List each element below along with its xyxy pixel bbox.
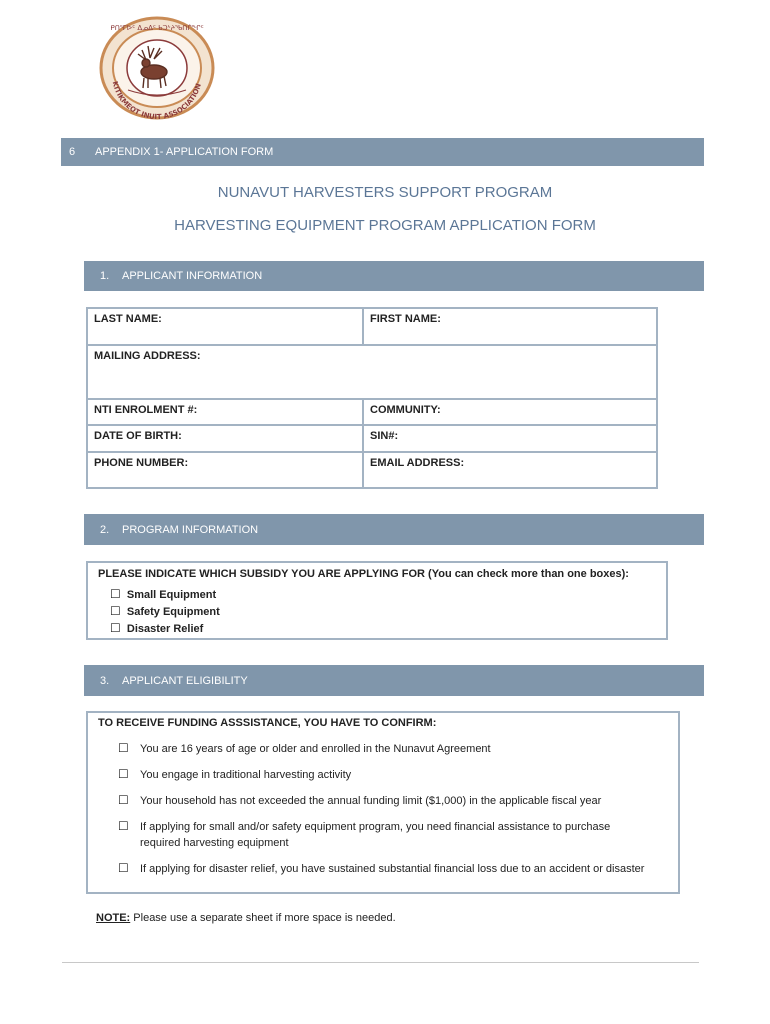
program-title: NUNAVUT HARVESTERS SUPPORT PROGRAM xyxy=(217,184,553,201)
section-1-number: 1. xyxy=(100,270,110,282)
footer-rule xyxy=(62,962,699,963)
checkbox-icon[interactable]: ☐ xyxy=(110,604,121,618)
eligibility-item-disaster: If applying for disaster relief, you have sustained substantial financial loss due to an accident or disaster xyxy=(140,863,645,875)
note-text xyxy=(96,912,396,924)
subsidy-prompt: PLEASE INDICATE WHICH SUBSIDY YOU ARE APPLYING FOR (You can check more than one boxes): xyxy=(98,568,629,580)
option-label: Safety Equipment xyxy=(126,606,220,618)
option-disaster-relief[interactable] xyxy=(110,621,203,635)
checkbox-icon[interactable]: ☐ xyxy=(118,819,129,833)
community-field[interactable] xyxy=(364,400,656,424)
last-name-field[interactable] xyxy=(88,309,362,344)
checkbox-icon[interactable]: ☐ xyxy=(110,587,121,601)
checkbox-icon[interactable]: ☐ xyxy=(118,767,129,781)
appendix-header-bar xyxy=(61,138,704,166)
checkbox-icon[interactable]: ☐ xyxy=(110,621,121,635)
eligibility-prompt: TO RECEIVE FUNDING ASSSISTANCE, YOU HAVE TO CONFIRM: xyxy=(98,717,437,729)
section-2-title: PROGRAM INFORMATION xyxy=(122,523,259,536)
sin-field[interactable] xyxy=(364,426,656,451)
appendix-number: 6 xyxy=(69,146,76,158)
checkbox-icon[interactable]: ☐ xyxy=(118,793,129,807)
nti-enrolment-label: NTI ENROLMENT #: xyxy=(94,404,198,416)
note-label: NOTE: xyxy=(96,912,131,924)
section-2-header xyxy=(84,514,704,545)
caribou-seal-icon xyxy=(98,16,216,124)
phone-number-label: PHONE NUMBER: xyxy=(94,457,189,469)
checkbox-icon[interactable]: ☐ xyxy=(118,741,129,755)
section-3-number: 3. xyxy=(100,674,110,687)
section-3-title: APPLICANT ELIGIBILITY xyxy=(122,674,248,687)
date-of-birth-field[interactable] xyxy=(88,426,362,451)
email-address-label: EMAIL ADDRESS: xyxy=(370,457,465,469)
mailing-address-field[interactable] xyxy=(88,346,656,398)
option-small-equipment[interactable] xyxy=(110,587,216,601)
date-of-birth-label: DATE OF BIRTH: xyxy=(94,430,182,442)
note-body: Please use a separate sheet if more space is needed. xyxy=(130,912,396,924)
eligibility-item-equipment-need: If applying for small and/or safety equipment program, you need financial assistance to purchase required harvesting equipment xyxy=(140,821,611,849)
phone-number-field[interactable] xyxy=(88,453,362,487)
option-label: Small Equipment xyxy=(126,589,217,601)
first-name-label: FIRST NAME: xyxy=(370,313,441,325)
option-safety-equipment[interactable] xyxy=(110,604,220,618)
section-3-header xyxy=(84,665,704,696)
section-1-header xyxy=(84,261,704,291)
logo-ring-text: KITIKMEOT INUIT ASSOCIATION xyxy=(110,80,203,122)
mailing-address-label: MAILING ADDRESS: xyxy=(94,350,201,362)
appendix-title: APPENDIX 1- APPLICATION FORM xyxy=(95,146,274,158)
eligibility-item-harvesting: You engage in traditional harvesting activity xyxy=(140,769,352,781)
kia-logo xyxy=(98,16,216,124)
program-info-box xyxy=(86,561,668,640)
community-label: COMMUNITY: xyxy=(370,404,441,416)
last-name-label: LAST NAME: xyxy=(94,313,162,325)
form-title: HARVESTING EQUIPMENT PROGRAM APPLICATION FORM xyxy=(174,217,596,234)
section-1-title: APPLICANT INFORMATION xyxy=(122,270,263,282)
checkbox-icon[interactable]: ☐ xyxy=(118,861,129,875)
eligibility-item-funding-limit: Your household has not exceeded the annual funding limit ($1,000) in the applicable fiscal year xyxy=(140,795,602,807)
applicant-info-table xyxy=(86,307,658,489)
eligibility-item-age: You are 16 years of age or older and enrolled in the Nunavut Agreement xyxy=(140,743,491,755)
eligibility-box xyxy=(86,711,680,894)
logo-syllabics: ᑭᑎᕐᒥᐅᑦ ᐃᓄᐃᑦ ᑲᑐᔾᔨᖃᑎᒌᖏᑦ xyxy=(110,24,204,32)
sin-label: SIN#: xyxy=(370,430,399,442)
nti-enrolment-field[interactable] xyxy=(88,400,362,424)
option-label: Disaster Relief xyxy=(126,623,204,635)
email-address-field[interactable] xyxy=(364,453,656,487)
section-2-number: 2. xyxy=(100,523,110,536)
first-name-field[interactable] xyxy=(364,309,656,344)
